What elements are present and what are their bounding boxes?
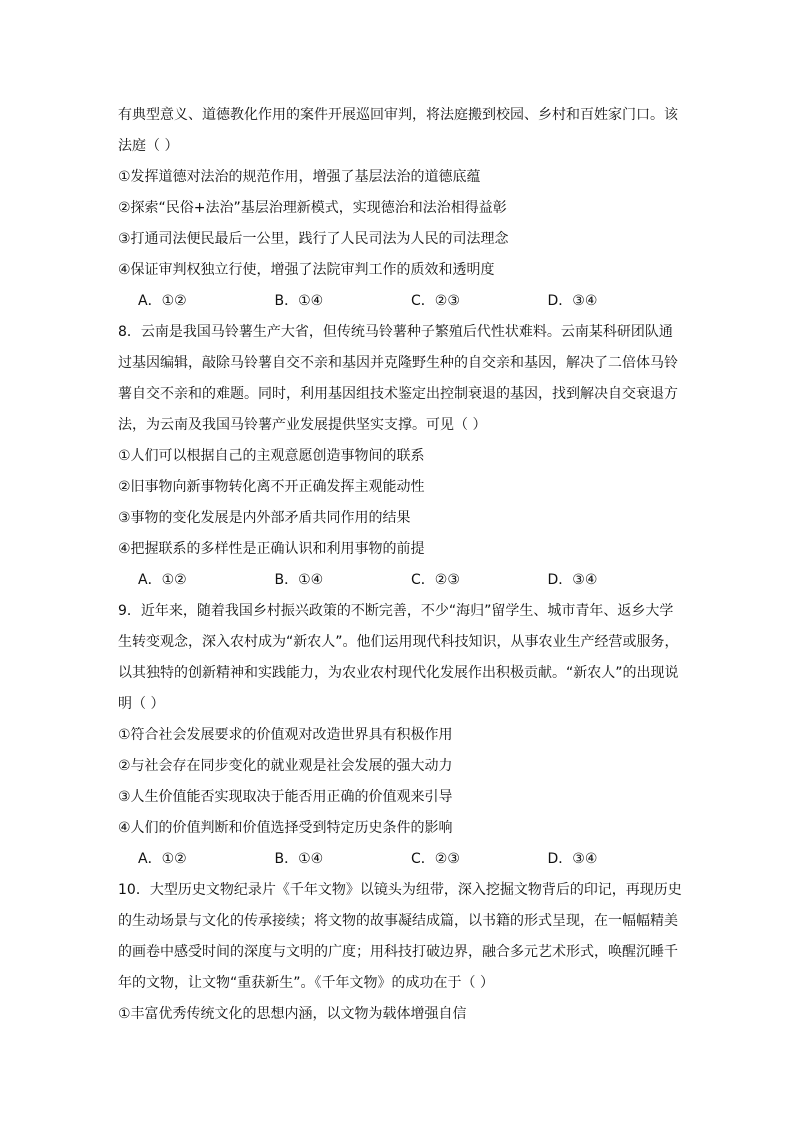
stem-line: 明（ ） — [118, 696, 165, 712]
stem-line: 过基因编辑，敲除马铃薯自交不亲和基因并克隆野生种的自交亲和基因，解决了二倍体马铃 — [118, 355, 678, 371]
option-c[interactable]: C．②③ — [411, 851, 460, 867]
answer-options — [118, 844, 684, 875]
statement-3: ③人生价值能否实现取决于能否用正确的价值观来引导 — [118, 789, 453, 805]
option-a[interactable]: A．①② — [138, 293, 187, 309]
question-8 — [118, 317, 684, 596]
statement-4: ④把握联系的多样性是正确认识和利用事物的前提 — [118, 541, 425, 557]
statement-2: ②与社会存在同步变化的就业观是社会发展的强大动力 — [118, 758, 453, 774]
question-9-stem — [118, 596, 684, 720]
stem-line: 以其独特的创新精神和实践能力，为农业农村现代化发展作出积极贡献。“新农人”的出现说 — [118, 665, 679, 681]
statement-1: ①人们可以根据自己的主观意愿创造事物间的联系 — [118, 448, 425, 464]
statement-3: ③事物的变化发展是内外部矛盾共同作用的结果 — [118, 510, 411, 526]
stem-line: 的画卷中感受时间的深度与文明的广度；用科技打破边界，融合多元艺术形式，唤醒沉睡千 — [118, 944, 678, 960]
option-a[interactable]: A．①② — [138, 572, 187, 588]
option-c[interactable]: C．②③ — [411, 293, 460, 309]
statement-3: ③打通司法便民最后一公里，践行了人民司法为人民的司法理念 — [118, 231, 509, 247]
option-c[interactable]: C．②③ — [411, 572, 460, 588]
option-b[interactable]: B．①④ — [274, 851, 324, 867]
stem-line: 9．近年来，随着我国乡村振兴政策的不断完善，不少“海归”留学生、城市青年、返乡大学 — [118, 603, 674, 619]
option-b[interactable]: B．①④ — [274, 293, 324, 309]
option-d[interactable]: D．③④ — [547, 851, 598, 867]
stem-line: 法庭（ ） — [118, 138, 179, 154]
statement-1: ①丰富优秀传统文化的思想内涵，以文物为载体增强自信 — [118, 1006, 467, 1022]
statement-4: ④人们的价值判断和价值选择受到特定历史条件的影响 — [118, 820, 453, 836]
answer-options — [118, 565, 684, 596]
stem-line: 年的文物，让文物“重获新生”。《千年文物》的成功在于（ ） — [118, 975, 494, 991]
question-10 — [118, 875, 684, 1030]
stem-line: 10．大型历史文物纪录片《千年文物》以镜头为纽带，深入挖掘文物背后的印记，再现历史 — [118, 882, 682, 898]
stem-line: 生转变观念，深入农村成为“新农人”。他们运用现代科技知识，从事农业生产经营或服务， — [118, 634, 679, 650]
statement-2: ②探索“民俗+法治”基层治理新模式，实现德治和法治相得益彰 — [118, 200, 507, 216]
option-d[interactable]: D．③④ — [547, 293, 598, 309]
statement-1: ①发挥道德对法治的规范作用，增强了基层法治的道德底蕴 — [118, 169, 481, 185]
question-8-stem — [118, 317, 684, 441]
stem-line: 8．云南是我国马铃薯生产大省，但传统马铃薯种子繁殖后代性状难料。云南某科研团队通 — [118, 324, 673, 340]
stem-line: 的生动场景与文化的传承接续；将文物的故事凝结成篇，以书籍的形式呈现，在一幅幅精美 — [118, 913, 678, 929]
statement-4: ④保证审判权独立行使，增强了法院审判工作的质效和透明度 — [118, 262, 495, 278]
stem-line: 有典型意义、道德教化作用的案件开展巡回审判，将法庭搬到校园、乡村和百姓家门口。该 — [118, 107, 678, 123]
option-d[interactable]: D．③④ — [547, 572, 598, 588]
answer-options — [118, 286, 684, 317]
question-10-stem — [118, 875, 684, 999]
stem-line: 法，为云南及我国马铃薯产业发展提供坚实支撑。可见（ ） — [118, 417, 487, 433]
document-page — [118, 100, 684, 1030]
statement-2: ②旧事物向新事物转化离不开正确发挥主观能动性 — [118, 479, 425, 495]
statement-1: ①符合社会发展要求的价值观对改造世界具有积极作用 — [118, 727, 453, 743]
question-9 — [118, 596, 684, 875]
stem-line: 薯自交不亲和的难题。同时，利用基因组技术鉴定出控制衰退的基因，找到解决自交衰退方 — [118, 386, 678, 402]
option-b[interactable]: B．①④ — [274, 572, 324, 588]
question-7-stem — [118, 100, 684, 162]
option-a[interactable]: A．①② — [138, 851, 187, 867]
question-7 — [118, 100, 684, 317]
